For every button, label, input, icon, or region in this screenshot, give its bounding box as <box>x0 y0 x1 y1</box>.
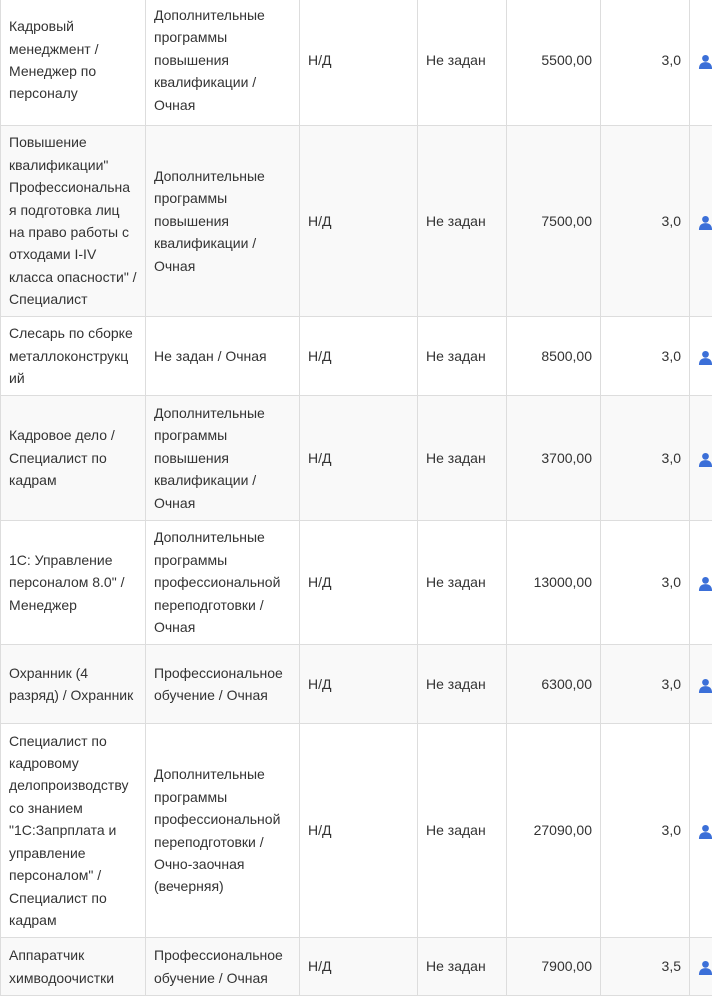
program-hours: 3,0 <box>601 724 690 938</box>
program-type: Профессиональное обучение / Очная <box>146 645 300 724</box>
table-row <box>1 645 712 724</box>
user-icon[interactable] <box>698 452 712 467</box>
program-na: Н/Д <box>300 126 418 317</box>
user-link[interactable] <box>690 724 712 938</box>
program-status: Не задан <box>418 521 507 645</box>
program-na: Н/Д <box>300 645 418 724</box>
program-status: Не задан <box>418 645 507 724</box>
program-status: Не задан <box>418 396 507 521</box>
table-row <box>1 724 712 938</box>
user-icon[interactable] <box>698 54 712 69</box>
program-status: Не задан <box>418 126 507 317</box>
program-name: Кадровый менеджмент / Менеджер по персоналу <box>1 0 146 126</box>
user-link[interactable] <box>690 126 712 317</box>
table-row <box>1 317 712 396</box>
program-name: Слесарь по сборке металлоконструкц ий <box>1 317 146 396</box>
program-name: Специалист по кадровому делопроизводству со знанием "1С:Запрплата и управление персоналом" / Специалист по кадрам <box>1 724 146 938</box>
program-name: Повышение квалификации" Профессиональна я подготовка лиц на право работы с отходами I-IV класса опасности" / Специалист <box>1 126 146 317</box>
program-price: 8500,00 <box>507 317 601 396</box>
program-hours: 3,0 <box>601 0 690 126</box>
program-price: 5500,00 <box>507 0 601 126</box>
program-hours: 3,5 <box>601 938 690 996</box>
program-hours: 3,0 <box>601 317 690 396</box>
program-hours: 3,0 <box>601 396 690 521</box>
program-type: Профессиональное обучение / Очная <box>146 938 300 996</box>
user-link[interactable] <box>690 938 712 996</box>
user-link[interactable] <box>690 317 712 396</box>
user-link[interactable] <box>690 521 712 645</box>
user-icon[interactable] <box>698 960 712 975</box>
user-link[interactable] <box>690 396 712 521</box>
user-icon[interactable] <box>698 678 712 693</box>
program-type: Дополнительные программы профессиональной переподготовки / Очно-заочная (вечерняя) <box>146 724 300 938</box>
user-link[interactable] <box>690 0 712 126</box>
user-icon[interactable] <box>698 215 712 230</box>
user-icon[interactable] <box>698 824 712 839</box>
program-na: Н/Д <box>300 521 418 645</box>
table-row <box>1 0 712 126</box>
program-status: Не задан <box>418 0 507 126</box>
program-type: Не задан / Очная <box>146 317 300 396</box>
program-price: 7500,00 <box>507 126 601 317</box>
program-type: Дополнительные программы повышения квалификации / Очная <box>146 126 300 317</box>
program-hours: 3,0 <box>601 126 690 317</box>
table-row <box>1 396 712 521</box>
table-body <box>1 0 712 996</box>
program-name: Аппаратчик химводоочистки <box>1 938 146 996</box>
program-na: Н/Д <box>300 396 418 521</box>
program-name: 1С: Управление персоналом 8.0" / Менеджер <box>1 521 146 645</box>
program-price: 3700,00 <box>507 396 601 521</box>
program-status: Не задан <box>418 938 507 996</box>
program-type: Дополнительные программы повышения квалификации / Очная <box>146 0 300 126</box>
program-na: Н/Д <box>300 938 418 996</box>
table-row <box>1 126 712 317</box>
program-na: Н/Д <box>300 724 418 938</box>
program-name: Охранник (4 разряд) / Охранник <box>1 645 146 724</box>
program-status: Не задан <box>418 317 507 396</box>
program-hours: 3,0 <box>601 645 690 724</box>
program-price: 7900,00 <box>507 938 601 996</box>
user-icon[interactable] <box>698 350 712 365</box>
program-hours: 3,0 <box>601 521 690 645</box>
table-row <box>1 938 712 996</box>
user-link[interactable] <box>690 645 712 724</box>
program-type: Дополнительные программы профессиональной переподготовки / Очная <box>146 521 300 645</box>
program-price: 27090,00 <box>507 724 601 938</box>
program-na: Н/Д <box>300 0 418 126</box>
table-row <box>1 521 712 645</box>
program-status: Не задан <box>418 724 507 938</box>
program-type: Дополнительные программы повышения квалификации / Очная <box>146 396 300 521</box>
user-icon[interactable] <box>698 576 712 591</box>
program-price: 13000,00 <box>507 521 601 645</box>
program-na: Н/Д <box>300 317 418 396</box>
program-name: Кадровое дело / Специалист по кадрам <box>1 396 146 521</box>
program-price: 6300,00 <box>507 645 601 724</box>
